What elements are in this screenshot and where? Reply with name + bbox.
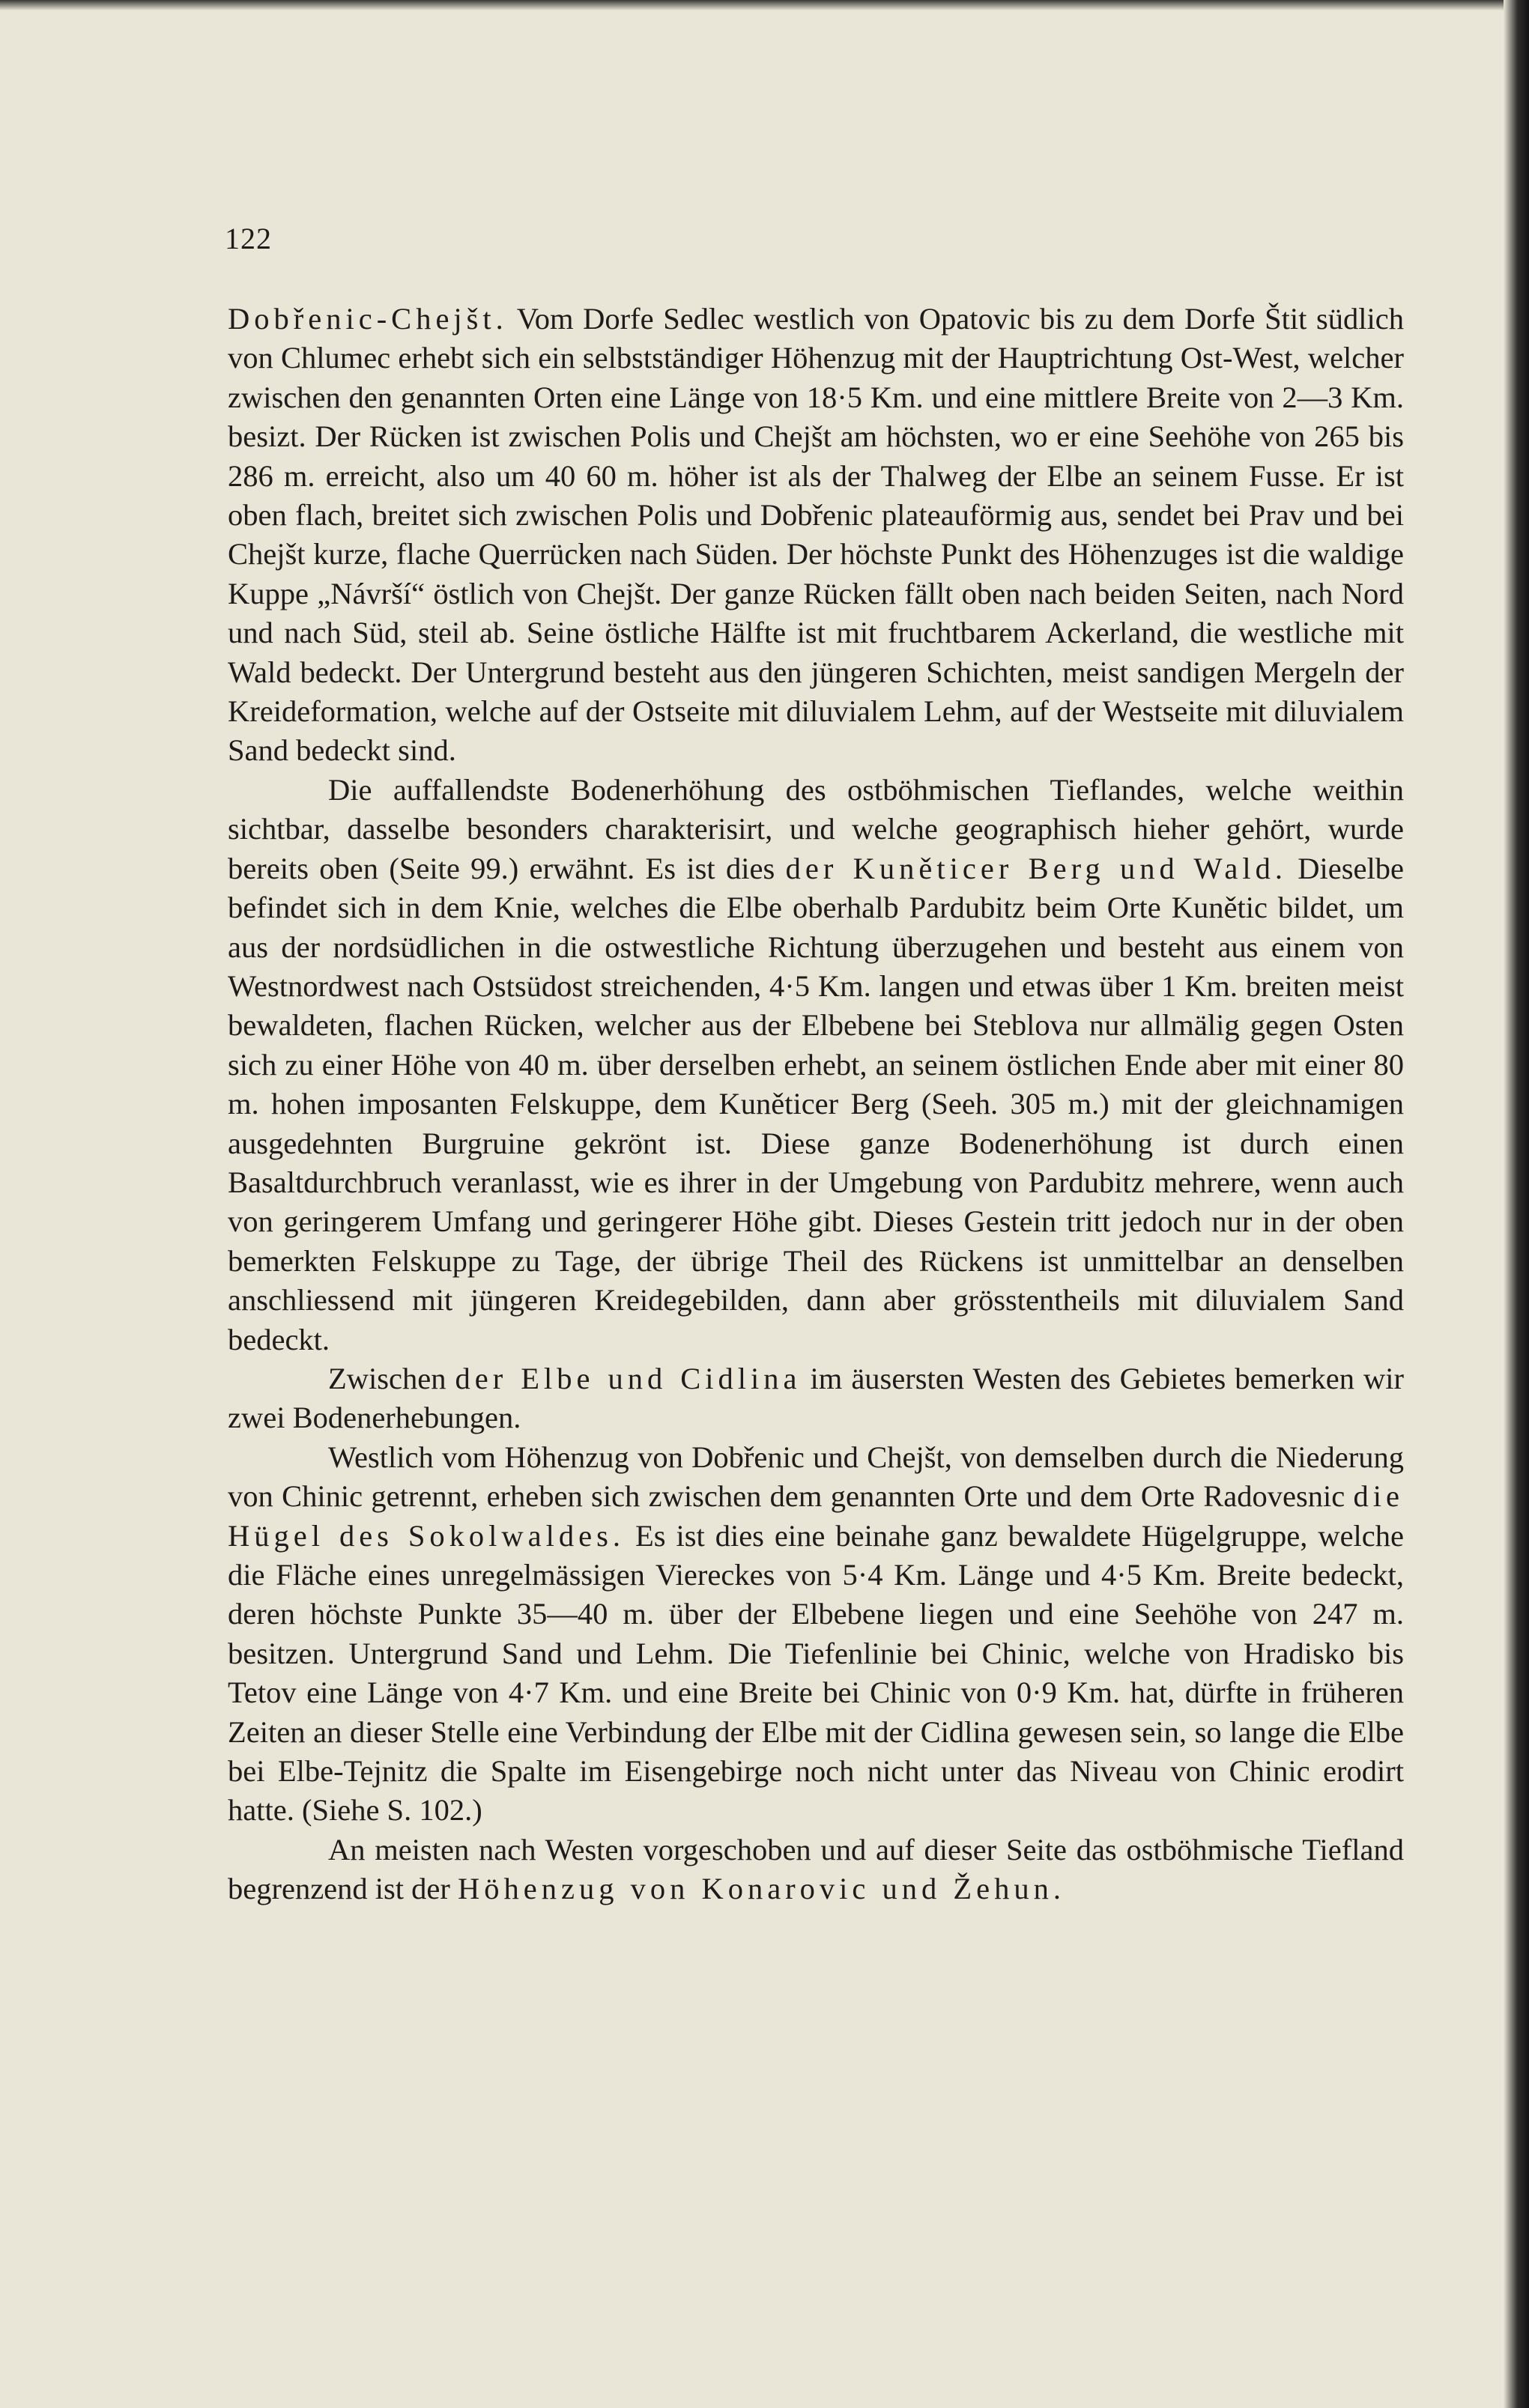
- spaced-heading: der Elbe und Cidlina: [455, 1361, 802, 1395]
- spaced-heading: der Kuněticer Berg und Wald.: [785, 851, 1287, 885]
- paragraph-konarovic-zehun: [228, 1831, 1404, 1909]
- body-text: [228, 300, 1404, 1909]
- page-number: 122: [225, 222, 272, 255]
- paragraph-kuneticer-berg: [228, 771, 1404, 1359]
- paragraph-text: Vom Dorfe Sedlec westlich von Opatovic bis zu dem Dorfe Štit südlich von Chlumec erhebt sich ein selbstständiger Höhenzug mit der Hauptrichtung Ost-West, welcher zwischen den genannten Orten eine Länge von 18·5 Km. und eine mittlere Breite von 2—3 Km. besizt. Der Rücken ist zwischen Polis und Chejšt am höchsten, wo er eine Seehöhe von 265 bis 286 m. erreicht, also um 40 60 m. höher ist als der Thalweg der Elbe an seinem Fusse. Er ist oben flach, breitet sich zwischen Polis und Dobřenic plateauförmig aus, sendet bei Prav und bei Chejšt kurze, flache Querrücken nach Süden. Der höchste Punkt des Höhenzuges ist die waldige Kuppe „Návrší“ östlich von Chejšt. Der ganze Rücken fällt oben nach beiden Seiten, nach Nord und nach Süd, steil ab. Seine östliche Hälfte ist mit fruchtbarem Ackerland, die westliche mit Wald bedeckt. Der Untergrund besteht aus den jüngeren Schichten, meist sandigen Mergeln der Kreideformation, welche auf der Ostseite mit diluvialem Lehm, auf der Westseite mit diluvialem Sand bedeckt sind.: [228, 302, 1404, 768]
- paragraph-text: Dieselbe befindet sich in dem Knie, welches die Elbe oberhalb Pardubitz beim Orte Kunětic bildet, um aus der nordsüdlichen in die ostwestliche Richtung überzugehen und besteht aus einem von Westnordwest nach Ostsüdost streichenden, 4·5 Km. langen und etwas über 1 Km. breiten meist bewaldeten, flachen Rücken, welcher aus der Elbebene bei Steblova nur allmälig gegen Osten sich zu einer Höhe von 40 m. über derselben erhebt, an seinem östlichen Ende aber mit einer 80 m. hohen imposanten Felskuppe, dem Kuněticer Berg (Seeh. 305 m.) mit der gleichnamigen ausgedehnten Burgruine gekrönt ist. Diese ganze Bodenerhöhung ist durch einen Basaltdurchbruch veranlasst, wie es ihrer in der Umgebung von Pardubitz mehrere, wenn auch von geringerem Umfang und geringerer Höhe gibt. Dieses Gestein tritt jedoch nur in der oben bemerkten Felskuppe zu Tage, der übrige Theil des Rückens ist unmittelbar an denselben anschliessend mit jüngeren Kreidegebilden, dann aber grösstentheils mit diluvialem Sand bedeckt.: [228, 851, 1404, 1356]
- spaced-heading: Höhenzug von Konarovic und Žehun.: [458, 1872, 1065, 1906]
- paragraph-text: Es ist dies eine beinahe ganz bewaldete Hügelgruppe, welche die Fläche eines unregelmässigen Viereckes von 5·4 Km. Länge und 4·5 Km. Breite bedeckt, deren höchste Punkte 35—40 m. über der Elbebene liegen und eine Seehöhe von 247 m. besitzen. Untergrund Sand und Lehm. Die Tiefenlinie bei Chinic, welche von Hradisko bis Tetov eine Länge von 4·7 Km. und eine Breite bei Chinic von 0·9 Km. hat, dürfte in früheren Zeiten an dieser Stelle eine Verbindung der Elbe mit der Cidlina gewesen sein, so lange die Elbe bei Elbe-Tejnitz die Spalte im Eisengebirge noch nicht unter das Niveau von Chinic erodirt hatte. (Siehe S. 102.): [228, 1518, 1404, 1828]
- page-binding-shadow: [1504, 0, 1529, 2408]
- page-top-edge-shadow: [0, 0, 1529, 10]
- paragraph-text: An meisten nach Westen vorgeschoben und auf dieser Seite das ostböhmische Tiefland begrenzend ist der: [228, 1832, 1404, 1906]
- paragraph-text: Zwischen: [328, 1361, 455, 1395]
- paragraph-text: im äusersten Westen des Gebietes bemerken wir zwei Bodenerhebungen.: [228, 1361, 1404, 1435]
- paragraph-elbe-cidlina: [228, 1359, 1404, 1438]
- spaced-heading: die Hügel des Sokolwaldes.: [228, 1479, 1404, 1553]
- paragraph-dobrenic-chejst: [228, 300, 1404, 771]
- paragraph-text: Westlich vom Höhenzug von Dobřenic und Chejšt, von demselben durch die Niederung von Chinic getrennt, erheben sich zwischen dem genannten Orte und dem Orte Radovesnic: [228, 1440, 1404, 1514]
- paragraph-text: Die auffallendste Bodenerhöhung des ostböhmischen Tieflandes, welche weithin sichtbar, dasselbe besonders charakterisirt, und welche geographisch hieher gehört, wurde bereits oben (Seite 99.) erwähnt. Es ist dies: [228, 772, 1404, 885]
- paragraph-sokolwald: [228, 1438, 1404, 1831]
- spaced-heading: Dobřenic-Chejšt.: [228, 302, 508, 336]
